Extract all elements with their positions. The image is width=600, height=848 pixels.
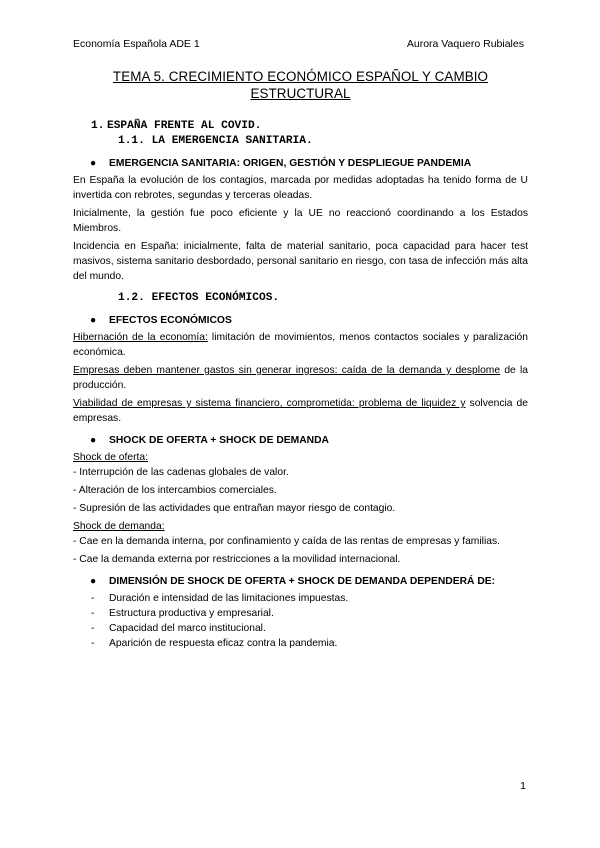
paragraph-text: de la producción. <box>73 365 528 391</box>
bullet-heading-dimension <box>73 575 528 589</box>
shock-oferta-item: - Alteración de los intercambios comerciales. <box>73 485 277 496</box>
dash-icon: - <box>91 623 95 634</box>
subsection-heading-1-2: 1.2. EFECTOS ECONÓMICOS. <box>118 292 280 304</box>
paragraph-gestion: Inicialmente, la gestión fue poco eficiente y la UE no reaccionó coordinando a los Estados Miembros. <box>73 208 528 234</box>
header-author: Aurora Vaquero Rubiales <box>406 38 524 50</box>
paragraph-viabilidad <box>73 396 528 426</box>
header-subject: Economía Española ADE 1 <box>73 38 200 50</box>
document-body <box>73 119 528 651</box>
list-item <box>73 606 528 621</box>
shock-demanda-item: - Cae en la demanda interna, por confinamiento y caída de las rentas de empresas y familias. <box>73 536 500 547</box>
underlined-term: Empresas deben mantener gastos sin generar ingresos: caída de la demanda y desplome <box>73 365 501 376</box>
paragraph-hibernacion <box>73 330 528 360</box>
list-item-text: Estructura productiva y empresarial. <box>109 608 274 619</box>
bullet-heading-text: EMERGENCIA SANITARIA: ORIGEN, GESTIÓN Y DESPLIEGUE PANDEMIA <box>109 158 472 169</box>
bullet-heading-shock <box>73 434 528 448</box>
dash-icon: - <box>91 638 95 649</box>
page-number: 1 <box>520 780 526 792</box>
underlined-term: Viabilidad de empresas y sistema financiero, comprometida: problema de liquidez y <box>73 398 466 409</box>
section-heading <box>91 119 528 134</box>
bullet-icon: ● <box>90 315 97 326</box>
shock-oferta-item: - Supresión de las actividades que entrañan mayor riesgo de contagio. <box>73 503 396 514</box>
list-item-text: Capacidad del marco institucional. <box>109 623 266 634</box>
list-item <box>73 636 528 651</box>
dash-icon: - <box>91 608 95 619</box>
section-title: ESPAÑA FRENTE AL COVID. <box>107 120 262 132</box>
subsection-heading-1-1: 1.1. LA EMERGENCIA SANITARIA. <box>118 135 313 147</box>
list-item <box>73 591 528 606</box>
paragraph-incidencia: Incidencia en España: inicialmente, falta de material sanitario, poca capacidad para hacer test masivos, sistema sanitario desbordado, personal sanitario en riesgo, con tasa de infección más alta del mundo. <box>73 241 528 282</box>
bullet-icon: ● <box>90 576 97 587</box>
bullet-icon: ● <box>90 435 97 446</box>
paragraph-empresas <box>73 363 528 393</box>
underlined-term: Hibernación de la economía: <box>73 332 208 343</box>
shock-demanda-item: - Cae la demanda externa por restricciones a la movilidad internacional. <box>73 554 401 565</box>
paragraph-contagios: En España la evolución de los contagios, marcada por medidas adoptadas ha tenido forma de U invertida con rebrotes, segundas y terceras oleadas. <box>73 175 528 201</box>
bullet-heading-emergencia <box>73 157 528 171</box>
list-item <box>73 621 528 636</box>
bullet-heading-text: EFECTOS ECONÓMICOS <box>109 315 232 326</box>
section-number: 1. <box>91 120 105 132</box>
paragraph-text: limitación de movimientos, menos contactos sociales y paralización económica. <box>73 332 528 358</box>
bullet-heading-text: DIMENSIÓN DE SHOCK DE OFERTA + SHOCK DE DEMANDA DEPENDERÁ DE: <box>109 576 496 587</box>
shock-oferta-item: - Interrupción de las cadenas globales de valor. <box>73 467 289 478</box>
list-item-text: Aparición de respuesta eficaz contra la pandemia. <box>109 638 338 649</box>
dash-icon: - <box>91 593 95 604</box>
paragraph-text: solvencia de empresas. <box>73 398 528 424</box>
bullet-icon: ● <box>90 158 97 169</box>
bullet-heading-text: SHOCK DE OFERTA + SHOCK DE DEMANDA <box>109 435 329 446</box>
list-item-text: Duración e intensidad de las limitaciones impuestas. <box>109 593 349 604</box>
shock-oferta-label: Shock de oferta: <box>73 452 148 463</box>
page-title: TEMA 5. CRECIMIENTO ECONÓMICO ESPAÑOL Y CAMBIO ESTRUCTURAL <box>112 69 489 101</box>
shock-demanda-label: Shock de demanda: <box>73 521 165 532</box>
bullet-heading-efectos <box>73 314 528 328</box>
